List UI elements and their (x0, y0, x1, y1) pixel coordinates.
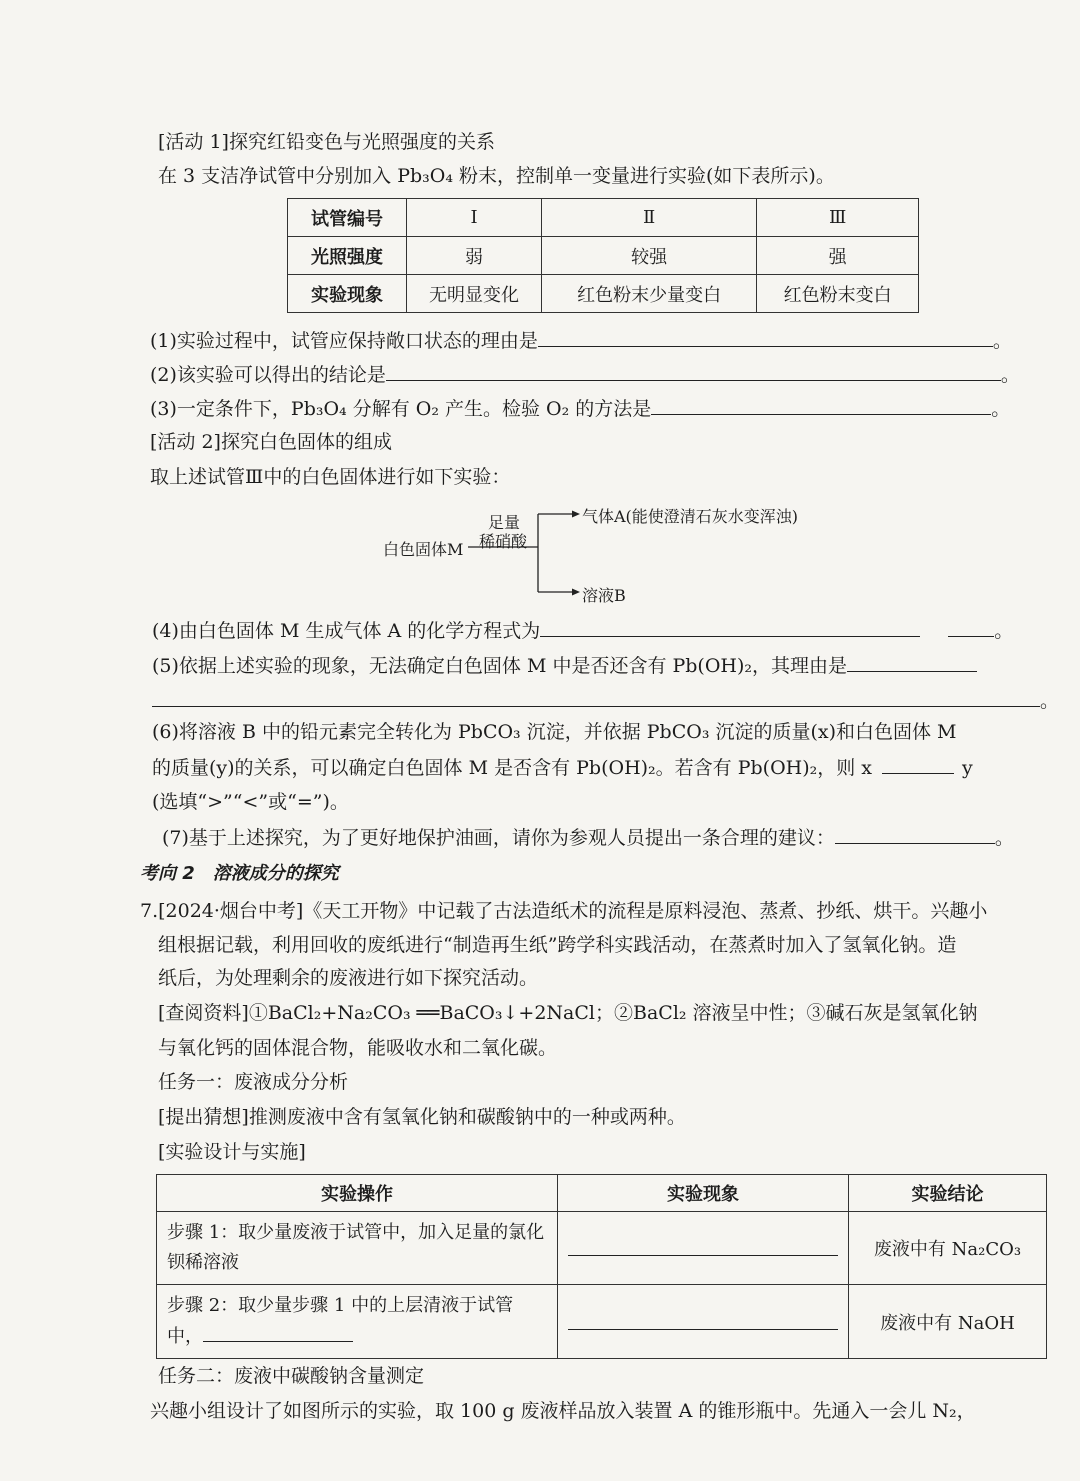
question-3 (150, 394, 1010, 423)
problem7-design: [实验设计与实施] (158, 1141, 306, 1163)
step2-cell (157, 1285, 558, 1359)
period: 。 (991, 398, 1011, 420)
period: 。 (1040, 690, 1060, 712)
answer-blank-6[interactable] (882, 753, 954, 774)
activity2-intro: 取上述试管Ⅲ中的白色固体进行如下实验： (150, 466, 511, 488)
table-cell: 较强 (542, 237, 757, 275)
activity1-title: [活动 1]探究红铅变色与光照强度的关系 (158, 131, 495, 153)
problem7-hypothesis: [提出猜想]推测废液中含有氢氧化钠和碳酸钠中的一种或两种。 (158, 1106, 686, 1128)
question-1 (150, 326, 1012, 355)
flow-product-b: 溶液B (582, 586, 626, 605)
step2-blank[interactable] (203, 1321, 353, 1342)
problem7-info2: 与氧化钙的固体混合物，能吸收水和二氧化碳。 (158, 1037, 558, 1059)
table-row (157, 1175, 1047, 1212)
table-cell: 强 (757, 237, 919, 275)
answer-blank-4b[interactable] (948, 616, 994, 637)
question-4-text: (4)由白色固体 M 生成气体 A 的化学方程式为 (152, 620, 541, 642)
answer-blank-7[interactable] (835, 823, 995, 844)
answer-blank-3[interactable] (651, 394, 991, 415)
step1-cell (157, 1212, 558, 1285)
light-experiment-table (287, 198, 919, 313)
answer-blank-1[interactable] (538, 326, 993, 347)
question-3-text: (3)一定条件下，Pb₃O₄ 分解有 O₂ 产生。检验 O₂ 的方法是 (150, 398, 652, 420)
question-6-line2 (152, 753, 973, 782)
question-1-text: (1)实验过程中，试管应保持敞口状态的理由是 (150, 330, 538, 352)
question-4 (152, 616, 1013, 645)
table-cell: Ⅰ (407, 199, 542, 237)
question-7 (162, 823, 1014, 852)
phenomenon-blank-2[interactable] (568, 1309, 838, 1330)
period: 。 (994, 620, 1014, 642)
table-cell: Ⅱ (542, 199, 757, 237)
table-row (288, 237, 919, 275)
table-cell: Ⅲ (757, 199, 919, 237)
section-title: 溶液成分的探究 (212, 863, 339, 884)
problem7-task2: 任务二：废液中碳酸钠含量测定 (158, 1365, 425, 1387)
problem7-info1: [查阅资料]①BaCl₂+Na₂CO₃ ══BaCO₃↓+2NaCl；②BaCl₂ 溶液呈中性；③碱石灰是氢氧化钠 (158, 1002, 978, 1024)
table-row (288, 199, 919, 237)
problem7-line1: 7.[2024·烟台中考]《天工开物》中记载了古法造纸术的流程是原料浸泡、蒸煮、抄纸、烘干。兴趣小 (140, 900, 988, 922)
flow-reagent-top: 足量 (488, 513, 521, 532)
step2-text (167, 1291, 547, 1352)
question-5-continue (152, 686, 1059, 715)
question-6-y: y (962, 757, 973, 779)
question-6-line3: (选填“>”“<”或“=”)。 (152, 791, 349, 813)
period: 。 (994, 827, 1014, 849)
flow-product-a: 气体A(能使澄清石灰水变浑浊) (582, 507, 799, 526)
section-label: 考向 2 (140, 863, 195, 884)
answer-blank-2[interactable] (386, 360, 1001, 381)
step1-text: 步骤 1：取少量废液于试管中，加入足量的氯化钡稀溶液 (167, 1222, 545, 1273)
question-2 (150, 360, 1020, 389)
conclusion-cell-1: 废液中有 Na₂CO₃ (849, 1212, 1047, 1285)
flow-start-label: 白色固体M (383, 540, 464, 559)
question-7-text: (7)基于上述探究，为了更好地保护油画，请你为参观人员提出一条合理的建议： (162, 827, 835, 849)
answer-blank-5[interactable] (847, 651, 977, 672)
problem7-task1: 任务一：废液成分分析 (158, 1071, 349, 1093)
table-cell: 红色粉末少量变白 (542, 275, 757, 313)
table-header-cell: 试管编号 (288, 199, 407, 237)
answer-blank-5b[interactable] (152, 686, 1040, 707)
conclusion-cell-2: 废液中有 NaOH (849, 1285, 1047, 1359)
question-6-text: 的质量(y)的关系，可以确定白色固体 M 是否含有 Pb(OH)₂。若含有 Pb(OH)₂，则 x (152, 757, 872, 779)
table-header-cell: 实验操作 (157, 1175, 558, 1212)
question-6-line1: (6)将溶液 B 中的铅元素完全转化为 PbCO₃ 沉淀，并依据 PbCO₃ 沉淀的质量(x)和白色固体 M (152, 721, 957, 743)
question-2-text: (2)该实验可以得出的结论是 (150, 364, 386, 386)
section-heading (140, 860, 339, 888)
period: 。 (1000, 364, 1020, 386)
table-header-cell: 实验现象 (288, 275, 407, 313)
table-row (157, 1285, 1047, 1359)
step2-label: 步骤 2：取少量步骤 1 中的上层清液于试管中， (167, 1295, 514, 1347)
problem7-line2: 组根据记载，利用回收的废纸进行“制造再生纸”跨学科实践活动，在蒸煮时加入了氢氧化钠。造 (158, 934, 957, 956)
question-5 (152, 651, 977, 680)
problem7-last-line: 兴趣小组设计了如图所示的实验，取 100 g 废液样品放入装置 A 的锥形瓶中。先通入一会儿 N₂， (150, 1400, 976, 1422)
activity2-title: [活动 2]探究白色固体的组成 (150, 431, 392, 453)
table-row (157, 1212, 1047, 1285)
problem7-line3: 纸后，为处理剩余的废液进行如下探究活动。 (158, 967, 539, 989)
phenomenon-cell-2 (558, 1285, 849, 1359)
table-header-cell: 实验结论 (849, 1175, 1047, 1212)
table-row (288, 275, 919, 313)
question-5-text: (5)依据上述实验的现象，无法确定白色固体 M 中是否还含有 Pb(OH)₂，其理由是 (152, 655, 848, 677)
phenomenon-blank-1[interactable] (568, 1235, 838, 1256)
flow-reagent-bottom: 稀硝酸 (479, 532, 528, 551)
phenomenon-cell-1 (558, 1212, 849, 1285)
activity1-intro: 在 3 支洁净试管中分别加入 Pb₃O₄ 粉末，控制单一变量进行实验(如下表所示)。 (158, 165, 835, 187)
table-cell: 弱 (407, 237, 542, 275)
table-header-cell: 实验现象 (558, 1175, 849, 1212)
answer-blank-4[interactable] (540, 616, 920, 637)
table-header-cell: 光照强度 (288, 237, 407, 275)
table-cell: 无明显变化 (407, 275, 542, 313)
period: 。 (992, 330, 1012, 352)
waste-liquid-table (156, 1174, 1047, 1359)
table-cell: 红色粉末变白 (757, 275, 919, 313)
